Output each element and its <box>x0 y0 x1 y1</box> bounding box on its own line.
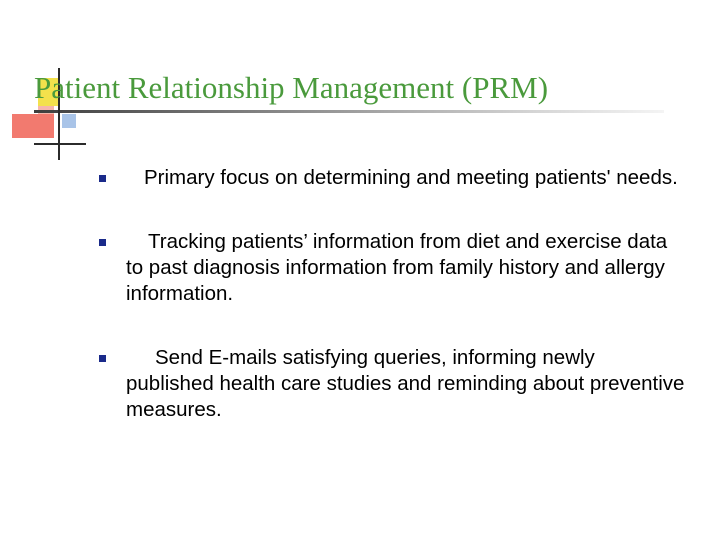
square-bullet-icon <box>99 175 106 182</box>
bullet-item <box>96 165 686 191</box>
title-underline <box>34 110 664 113</box>
bullet-text: Tracking patients’ information from diet and exercise data to past diagnosis information from family history and allergy information. <box>126 230 668 305</box>
bullet-text: Send E-mails satisfying queries, informing newly published health care studies and reminding about preventive measures. <box>126 346 685 421</box>
bullet-list <box>96 165 686 423</box>
slide-title: Patient Relationship Management (PRM) <box>34 70 549 105</box>
bullet-item <box>96 229 686 307</box>
decorative-red-square <box>12 114 54 138</box>
decorative-horizontal-line <box>34 143 86 145</box>
square-bullet-icon <box>99 239 106 246</box>
square-bullet-icon <box>99 355 106 362</box>
bullet-text: Primary focus on determining and meeting patients' needs. <box>144 166 678 189</box>
bullet-item <box>96 345 686 423</box>
decorative-blue-square <box>62 114 76 128</box>
